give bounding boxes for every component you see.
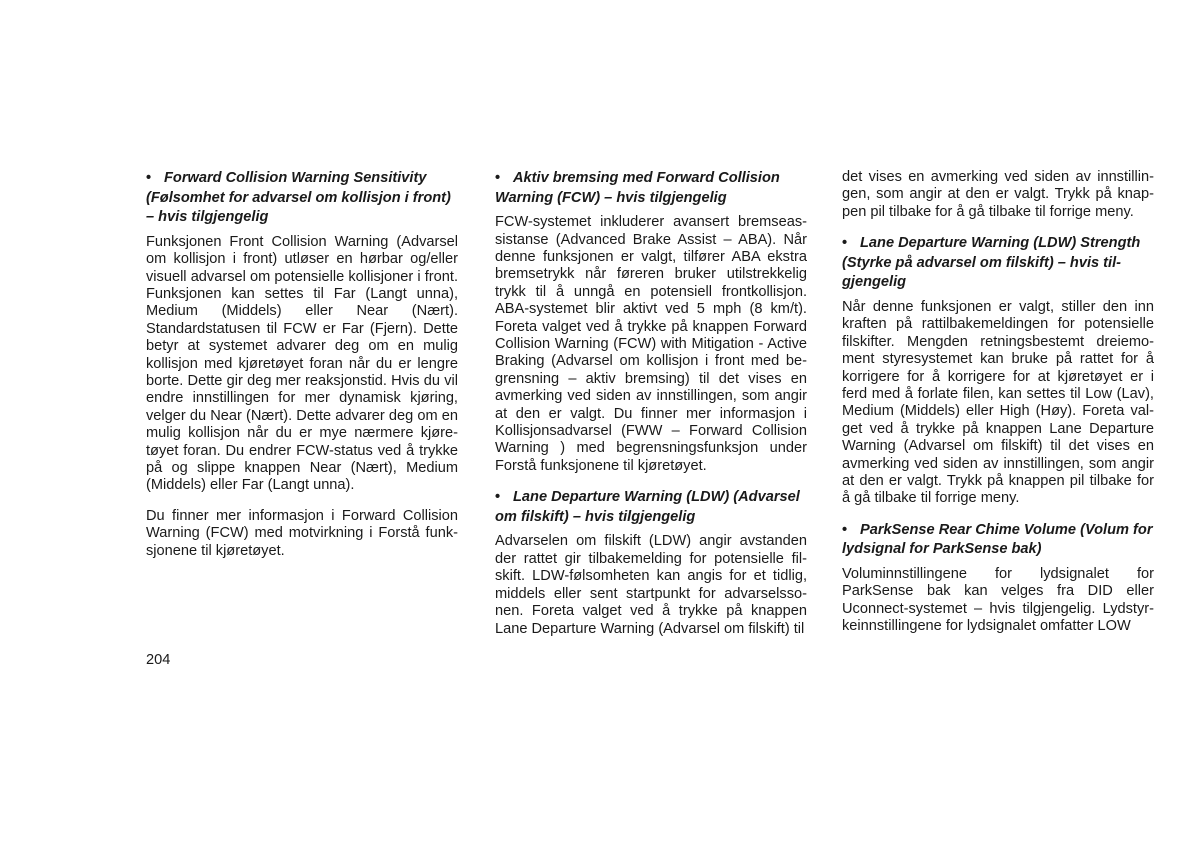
section-heading-active-braking bbox=[495, 169, 807, 208]
heading-text: Forward Collision Warning Sensitivity (Følsomhet for advarsel om kollisjon i front) – hvis tilgjengelig bbox=[146, 170, 451, 226]
heading-text: Lane Departure Warning (LDW) Strength (Styrke på advarsel om filskift) – hvis tilgjengelig bbox=[842, 235, 1141, 291]
section-heading-parksense-volume bbox=[842, 521, 1154, 560]
section-heading-ldw-strength bbox=[842, 234, 1154, 293]
heading-text: Lane Departure Warning (LDW) (Advarsel om filskift) – hvis tilgjengelig bbox=[495, 489, 800, 525]
section-heading-fcw-sensitivity bbox=[146, 169, 458, 228]
paragraph-ldw-strength-description: Når denne funksjonen er valgt, stiller den inn kraften på rattilbakemeldingen for potensielle filskifter. Mengden retningsbestemt dreiemoment styresystemet kan bruke på rattet for å korrigere for å korrigere for at kjøretøyet er i ferd med å forlate filen, kan settes til Low (Lav), Medium (Middels) eller High (Høy). Foreta valget ved å trykke på knappen Lane Departure Warning (Advarsel om filskift) til det vises en avmerking ved siden av innstillingen, som angir at den er valgt. Trykk på knappen pil tilbake for å gå tilbake til forrige meny. bbox=[842, 299, 1154, 507]
paragraph-ldw-continued: det vises en avmerking ved siden av innstillingen, som angir at den er valgt. Trykk på knappen pil tilbake for å gå tilbake til forrige meny. bbox=[842, 169, 1154, 220]
bullet-icon: • bbox=[495, 170, 501, 186]
bullet-icon: • bbox=[842, 521, 848, 538]
section-heading-ldw bbox=[495, 488, 807, 527]
page-number: 204 bbox=[146, 652, 171, 668]
paragraph-fcw-more-info: Du finner mer informasjon i Forward Collision Warning (FCW) med motvirkning i Forstå funksjonene til kjøretøyet. bbox=[146, 507, 458, 559]
bullet-icon: • bbox=[842, 235, 848, 252]
paragraph-fcw-description: Funksjonen Front Collision Warning (Advarsel om kollisjon i front) utløser en hørbar og/eller visuell advarsel om potensielle kollisjoner i front. Funksjonen kan settes til Far (Langt unna), Medium (Middels) eller Near (Nært). Standardstatusen til FCW er Far (Fjern). Dette betyr at systemet advarer deg om en mulig kollisjon med kjøretøyet foran når du er lengre borte. Dette gir deg mer reaksjonstid. Hvis du vil endre innstillingen for mer dynamisk kjøring, velger du Near (Nært). Dette advarer deg om en mulig kollisjon når du er mye nærmere kjøretøyet foran. Du endrer FCW-status ved å trykke på og slippe knappen Near (Nært), Medium (Middels) eller Far (Langt unna). bbox=[146, 233, 458, 494]
column-right bbox=[842, 169, 1154, 649]
bullet-icon: • bbox=[495, 489, 501, 506]
paragraph-aba-description: FCW-systemet inkluderer avansert bremseassistanse (Advanced Brake Assist – ABA). Når denne funksjonen er valgt, tilfører ABA ekstra bremsetrykk når føreren bruker utilstrekkelig trykk til å unngå en potensiell frontkollisjon. ABA-systemet blir aktivt ved 5 mph (8 km/t). Foreta valget ved å trykke på knappen Forward Collision Warning (FCW) with Mitigation - Active Braking (Advarsel om kollisjon i front med begrensning – aktiv bremsing) til det vises en avmerking ved siden av innstillingen, som angir at den er valgt. Du finner mer informasjon i Kollisjonsadvarsel (FWW – Forward Collision Warning ) med begrensningsfunksjon under Forstå funksjonene til kjøretøyet. bbox=[495, 214, 807, 474]
heading-text: Aktiv bremsing med Forward Collision Warning (FCW) – hvis tilgjengelig bbox=[495, 170, 780, 206]
paragraph-ldw-description: Advarselen om filskift (LDW) angir avstanden der rattet gir tilbakemelding for potensielle filskift. LDW-følsomheten kan angis for et tidlig, middels eller sent startpunkt for advarselssonen. Foreta valget ved å trykke på knappen Lane Departure Warning (Advarsel om filskift) til bbox=[495, 533, 807, 637]
paragraph-parksense-description: Voluminnstillingene for lydsignalet for ParkSense bak kan velges fra DID eller Uconnect-systemet – hvis tilgjengelig. Lydstyrkeinnstillingene for lydsignalet omfatter LOW bbox=[842, 566, 1154, 635]
column-middle bbox=[495, 169, 807, 651]
bullet-icon: • bbox=[146, 170, 152, 186]
heading-text: ParkSense Rear Chime Volume (Volum for lydsignal for ParkSense bak) bbox=[842, 521, 1153, 558]
column-left bbox=[146, 169, 458, 573]
